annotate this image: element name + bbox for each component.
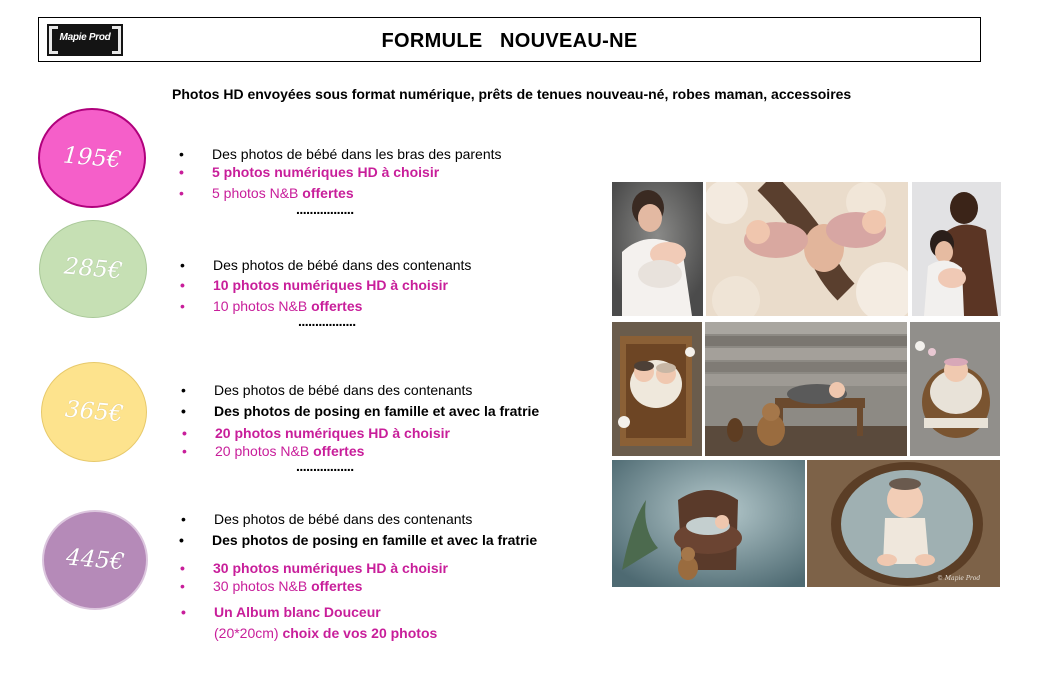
bullet: • <box>182 443 187 459</box>
item-text: Des photos de bébé dans les bras des parents <box>212 146 502 162</box>
bullet: • <box>179 185 184 201</box>
package-285-item <box>180 298 363 314</box>
item-text: Des photos de posing en famille et avec la fratrie <box>212 532 538 548</box>
price-badge-195 <box>38 108 146 208</box>
item-text: Des photos de bébé dans des contenants <box>213 257 472 273</box>
item-text: 30 photos numériques HD à choisir <box>213 560 448 576</box>
package-365-item <box>182 425 450 441</box>
package-195-item <box>179 185 354 201</box>
bullet: • <box>180 257 185 273</box>
item-text: 30 photos N&B <box>213 578 312 594</box>
package-285-item <box>180 257 472 273</box>
logo-text: Mapie Prod <box>59 32 111 43</box>
item-emphasis: offertes <box>311 578 363 594</box>
package-445-item <box>181 511 473 527</box>
separator-dots: ................. <box>298 313 356 329</box>
mother-with-baby-photo <box>612 182 703 316</box>
price-365: 365€ <box>63 396 125 428</box>
item-text: 5 photos numériques HD à choisir <box>212 164 440 180</box>
package-195-item <box>179 146 502 162</box>
baby-in-basket-photo <box>910 322 1000 456</box>
item-text: 10 photos numériques HD à choisir <box>213 277 448 293</box>
bullet: • <box>180 560 185 576</box>
bullet: • <box>180 578 185 594</box>
item-text: 20 photos N&B <box>215 443 314 459</box>
package-365-item <box>181 382 473 398</box>
item-text: Des photos de posing en famille et avec la fratrie <box>214 403 540 419</box>
item-text: 10 photos N&B <box>213 298 312 314</box>
subtitle: Photos HD envoyées sous format numérique, prêts de tenues nouveau-né, robes maman, accessoires <box>172 86 852 102</box>
package-365-item <box>181 403 540 419</box>
price-445: 445€ <box>64 544 126 576</box>
item-text: Des photos de bébé dans des contenants <box>214 511 473 527</box>
bullet: • <box>179 164 184 180</box>
bullet: • <box>179 146 184 162</box>
item-emphasis: choix de vos 20 photos <box>282 625 438 641</box>
header-box <box>38 17 981 62</box>
baby-on-wooden-bed-photo <box>705 322 907 456</box>
bullet: • <box>182 425 187 441</box>
mother-lying-with-twins-photo <box>706 182 908 316</box>
bullet: • <box>180 277 185 293</box>
price-badge-285 <box>39 220 147 318</box>
package-445-item <box>180 578 363 594</box>
item-text: Un Album blanc Douceur <box>214 604 381 620</box>
package-445-item <box>181 604 381 620</box>
price-badge-445 <box>42 510 148 610</box>
package-445-item-continued <box>214 625 437 641</box>
couple-holding-baby-photo <box>912 182 1001 316</box>
watermark: © Mapie Prod <box>937 575 981 582</box>
bullet: • <box>181 604 186 620</box>
price-195: 195€ <box>61 142 123 174</box>
package-445-item <box>180 560 448 576</box>
item-emphasis: offertes <box>313 443 365 459</box>
package-285-item <box>180 277 448 293</box>
page-title: FORMULE NOUVEAU-NE <box>381 30 638 52</box>
separator-dots: ................. <box>296 201 354 217</box>
separator-dots: ................. <box>296 458 354 474</box>
bullet: • <box>180 298 185 314</box>
item-emphasis: offertes <box>302 185 354 201</box>
bullet: • <box>181 511 186 527</box>
package-445-item <box>179 532 538 548</box>
package-195-item <box>179 164 440 180</box>
bullet: • <box>181 403 186 419</box>
price-285: 285€ <box>62 253 124 285</box>
item-text: 20 photos numériques HD à choisir <box>215 425 450 441</box>
item-text: (20*20cm) <box>214 625 283 641</box>
baby-in-round-basket-photo <box>807 460 1000 587</box>
bullet: • <box>179 532 184 548</box>
item-emphasis: offertes <box>311 298 363 314</box>
price-badge-365 <box>41 362 147 462</box>
bullet: • <box>181 382 186 398</box>
item-text: Des photos de bébé dans des contenants <box>214 382 473 398</box>
package-365-item <box>182 443 365 459</box>
twins-in-wooden-crate-photo <box>612 322 702 456</box>
baby-in-armchair-photo <box>612 460 805 587</box>
item-text: 5 photos N&B <box>212 185 303 201</box>
